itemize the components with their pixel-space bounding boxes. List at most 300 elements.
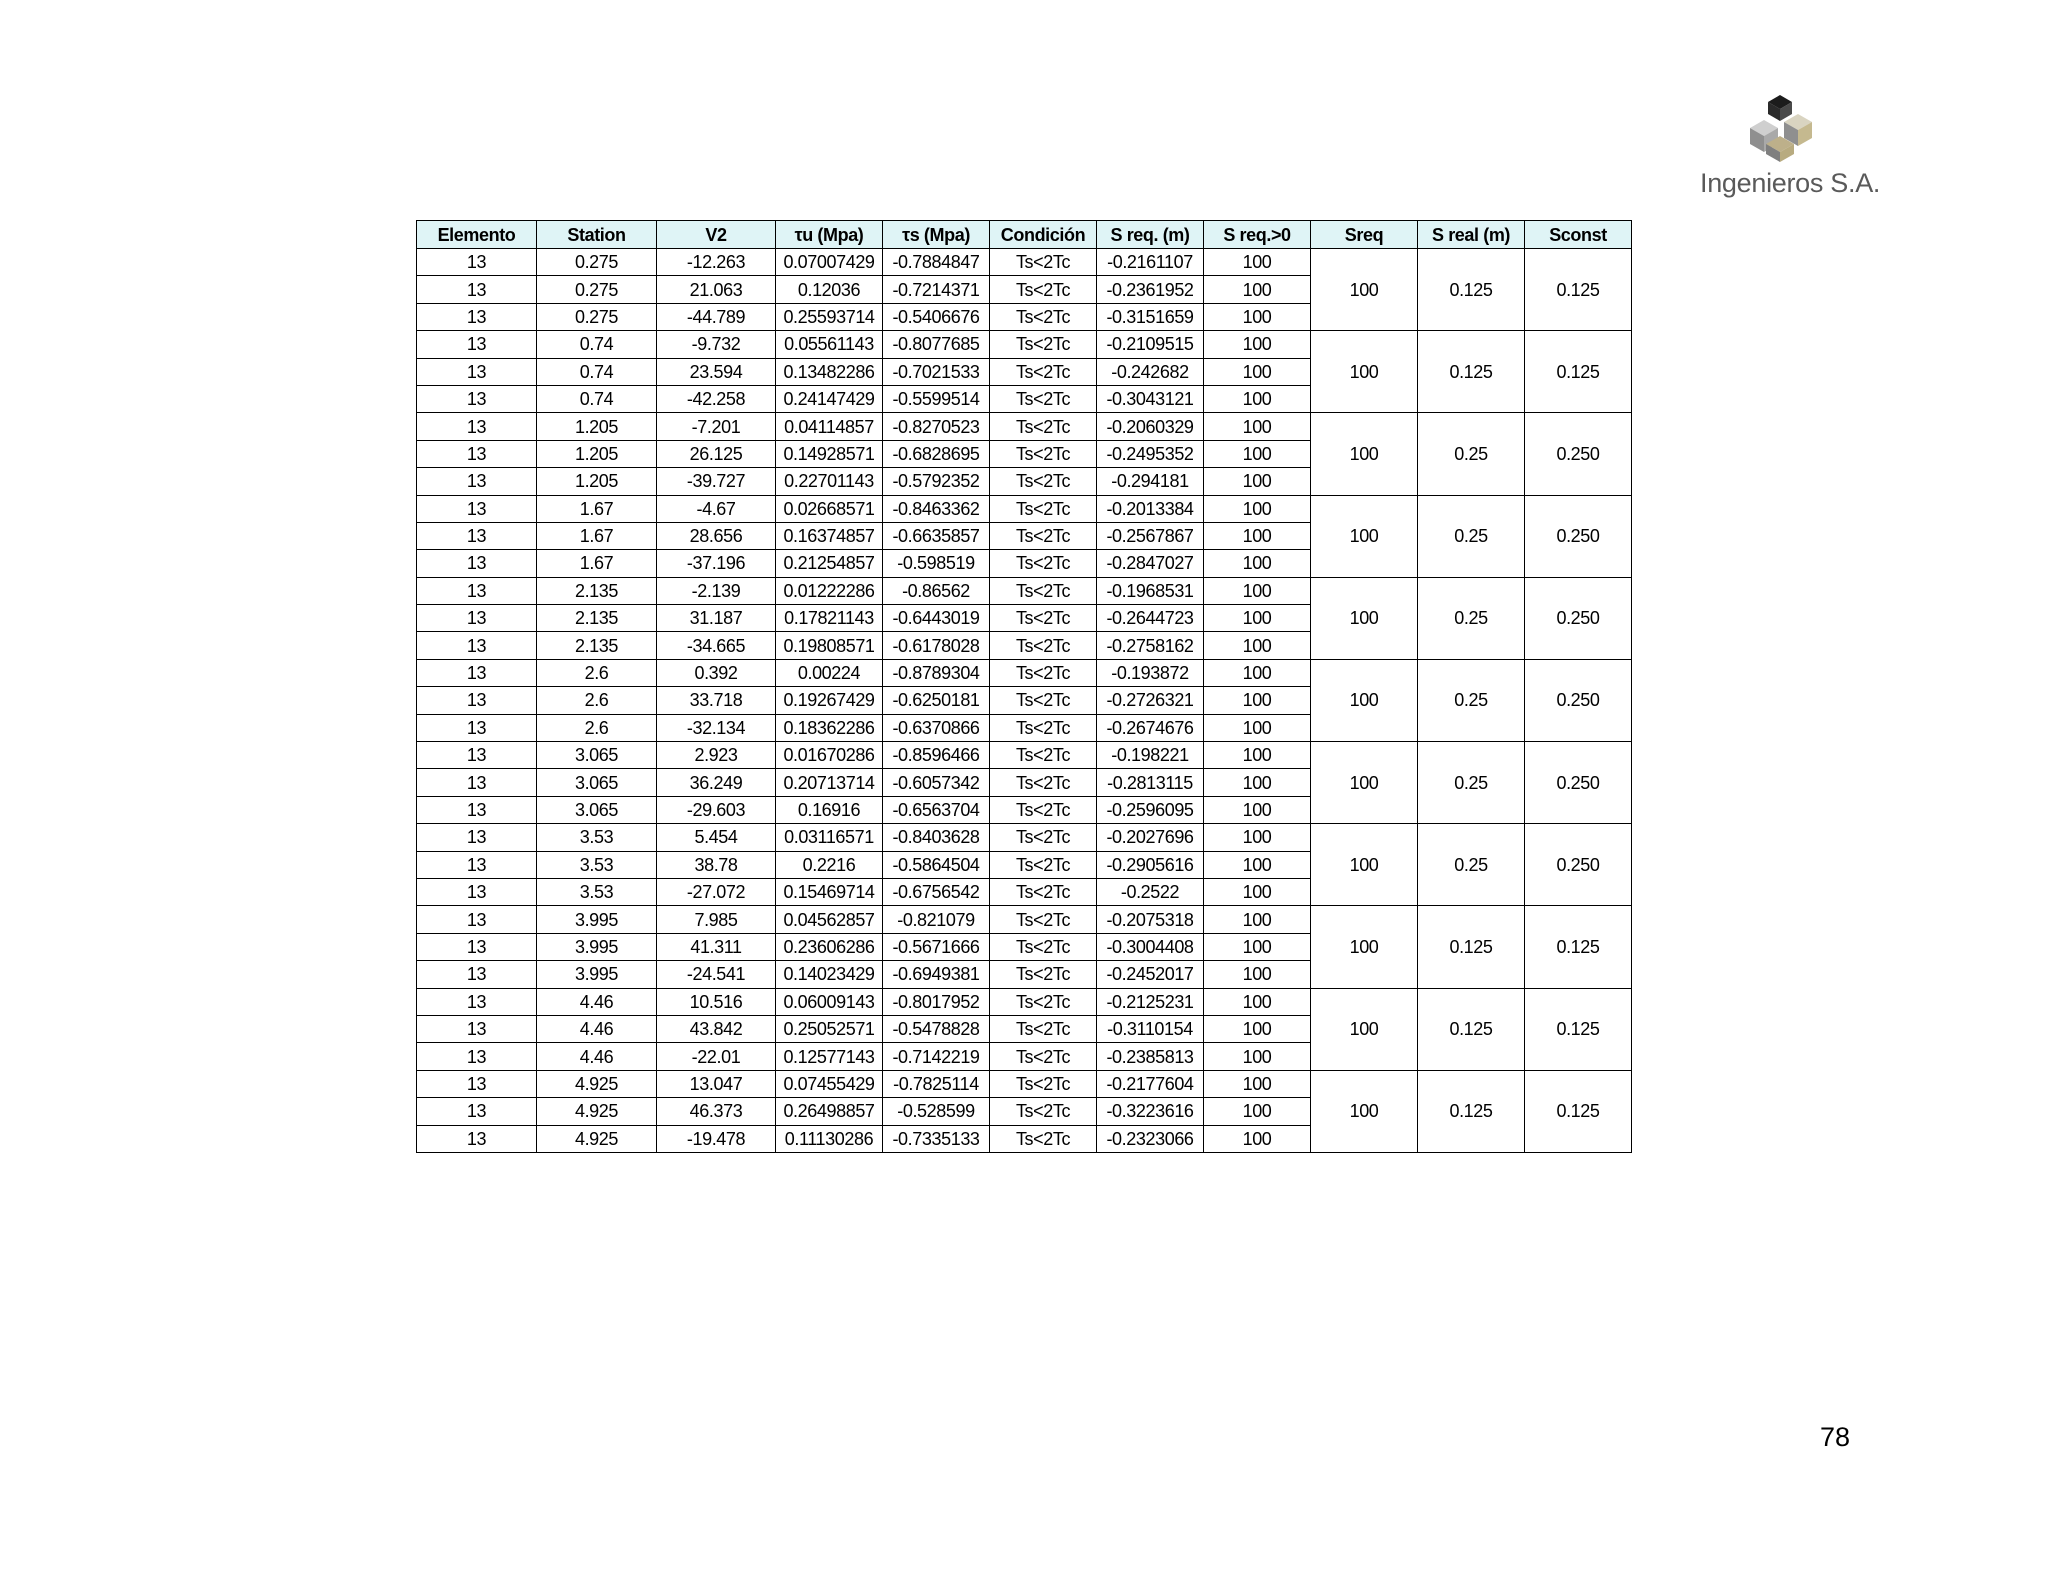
table-cell: -0.2813115 [1097,769,1204,796]
table-cell: 1.205 [537,468,657,495]
table-cell: -0.3151659 [1097,303,1204,330]
table-cell: -0.2361952 [1097,276,1204,303]
table-cell: -27.072 [657,878,776,905]
table-cell: -0.86562 [883,577,990,604]
table-cell: 100 [1204,906,1311,933]
table-cell: 13 [417,961,537,988]
table-cell: 0.74 [537,385,657,412]
table-cell: -0.6563704 [883,796,990,823]
table-cell: Ts<2Tc [990,632,1097,659]
table-cell: 0.04114857 [776,413,883,440]
table-cell: 2.135 [537,577,657,604]
table-cell: -0.6250181 [883,687,990,714]
table-cell: -0.6443019 [883,605,990,632]
table-cell: Ts<2Tc [990,440,1097,467]
table-cell: 0.04562857 [776,906,883,933]
table-cell: 13 [417,742,537,769]
table-cell: -0.2495352 [1097,440,1204,467]
table-cell: -0.1968531 [1097,577,1204,604]
table-cell: 100 [1204,522,1311,549]
table-cell: -0.198221 [1097,742,1204,769]
sreq-cell: 100 [1311,413,1418,495]
table-cell: 38.78 [657,851,776,878]
table-cell: -0.5792352 [883,468,990,495]
s-real-cell: 0.125 [1418,906,1525,988]
sreq-cell: 100 [1311,906,1418,988]
table-cell: -0.528599 [883,1098,990,1125]
table-cell: -0.2674676 [1097,714,1204,741]
table-cell: -24.541 [657,961,776,988]
table-cell: Ts<2Tc [990,413,1097,440]
table-cell: -0.8789304 [883,659,990,686]
table-cell: 2.923 [657,742,776,769]
table-cell: -0.5599514 [883,385,990,412]
table-cell: 100 [1204,687,1311,714]
table-cell: 100 [1204,249,1311,276]
table-cell: 0.17821143 [776,605,883,632]
table-cell: Ts<2Tc [990,906,1097,933]
table-cell: 0.12577143 [776,1043,883,1070]
header-sreq: Sreq [1311,221,1418,249]
table-cell: -0.2726321 [1097,687,1204,714]
table-cell: -0.2027696 [1097,824,1204,851]
table-cell: 0.07455429 [776,1070,883,1097]
table-cell: 0.22701143 [776,468,883,495]
table-cell: 46.373 [657,1098,776,1125]
table-cell: 13 [417,687,537,714]
table-cell: Ts<2Tc [990,495,1097,522]
table-cell: -0.2161107 [1097,249,1204,276]
s-real-cell: 0.25 [1418,742,1525,824]
table-cell: Ts<2Tc [990,742,1097,769]
table-cell: Ts<2Tc [990,605,1097,632]
table-cell: 13 [417,632,537,659]
table-cell: 31.187 [657,605,776,632]
table-cell: 13 [417,796,537,823]
sconst-cell: 0.125 [1525,906,1632,988]
table-cell: -22.01 [657,1043,776,1070]
table-cell: 0.25052571 [776,1015,883,1042]
table-cell: 100 [1204,796,1311,823]
s-real-cell: 0.125 [1418,988,1525,1070]
header-condicion: Condición [990,221,1097,249]
table-cell: 100 [1204,824,1311,851]
sreq-cell: 100 [1311,577,1418,659]
sconst-cell: 0.125 [1525,249,1632,331]
header-station: Station [537,221,657,249]
table-cell: Ts<2Tc [990,796,1097,823]
table-cell: 13 [417,659,537,686]
table-row [417,659,1632,686]
sreq-cell: 100 [1311,249,1418,331]
table-cell: 0.16916 [776,796,883,823]
table-cell: -0.242682 [1097,358,1204,385]
table-cell: -0.8270523 [883,413,990,440]
table-cell: Ts<2Tc [990,1098,1097,1125]
table-cell: Ts<2Tc [990,550,1097,577]
table-cell: 26.125 [657,440,776,467]
table-row [417,906,1632,933]
table-cell: Ts<2Tc [990,276,1097,303]
table-cell: 0.11130286 [776,1125,883,1152]
shear-design-table [416,220,1632,1153]
table-cell: 13 [417,1070,537,1097]
table-cell: 13 [417,358,537,385]
table-cell: 0.15469714 [776,878,883,905]
table-cell: 2.135 [537,632,657,659]
table-cell: -0.2323066 [1097,1125,1204,1152]
header-s-req-positive: S req.>0 [1204,221,1311,249]
sconst-cell: 0.250 [1525,495,1632,577]
table-cell: 13 [417,303,537,330]
table-cell: 0.25593714 [776,303,883,330]
table-cell: 0.01222286 [776,577,883,604]
table-cell: 13 [417,413,537,440]
table-cell: 1.67 [537,522,657,549]
table-row [417,577,1632,604]
table-cell: -4.67 [657,495,776,522]
table-cell: 3.53 [537,878,657,905]
table-cell: -0.7021533 [883,358,990,385]
table-cell: Ts<2Tc [990,687,1097,714]
table-cell: 100 [1204,577,1311,604]
table-cell: -34.665 [657,632,776,659]
table-cell: -0.294181 [1097,468,1204,495]
table-cell: 3.065 [537,742,657,769]
table-cell: 7.985 [657,906,776,933]
table-row [417,413,1632,440]
table-cell: Ts<2Tc [990,933,1097,960]
table-cell: 100 [1204,468,1311,495]
table-cell: -0.2177604 [1097,1070,1204,1097]
table-cell: -0.7884847 [883,249,990,276]
table-row [417,495,1632,522]
table-cell: -0.5671666 [883,933,990,960]
table-cell: Ts<2Tc [990,577,1097,604]
table-cell: 1.205 [537,413,657,440]
table-cell: 13 [417,1043,537,1070]
s-real-cell: 0.25 [1418,824,1525,906]
header-tau-s: τs (Mpa) [883,221,990,249]
header-tau-u: τu (Mpa) [776,221,883,249]
s-real-cell: 0.125 [1418,331,1525,413]
table-cell: 13 [417,276,537,303]
table-cell: 43.842 [657,1015,776,1042]
table-cell: 3.53 [537,851,657,878]
table-row [417,249,1632,276]
table-cell: -0.5478828 [883,1015,990,1042]
table-cell: -0.8596466 [883,742,990,769]
sreq-cell: 100 [1311,1070,1418,1152]
table-cell: 13 [417,577,537,604]
header-s-real: S real (m) [1418,221,1525,249]
table-cell: 4.46 [537,988,657,1015]
table-cell: 13 [417,1015,537,1042]
table-cell: 2.135 [537,605,657,632]
table-cell: Ts<2Tc [990,824,1097,851]
table-cell: -0.5864504 [883,851,990,878]
table-cell: 13 [417,906,537,933]
table-cell: -0.8077685 [883,331,990,358]
table-cell: 0.13482286 [776,358,883,385]
table-cell: -0.7214371 [883,276,990,303]
table-cell: -0.8017952 [883,988,990,1015]
table-cell: 100 [1204,440,1311,467]
table-cell: -0.5406676 [883,303,990,330]
table-cell: -0.193872 [1097,659,1204,686]
table-cell: 100 [1204,303,1311,330]
table-cell: -0.8403628 [883,824,990,851]
table-cell: 100 [1204,276,1311,303]
table-cell: -0.6178028 [883,632,990,659]
table-cell: 100 [1204,385,1311,412]
table-cell: 13 [417,331,537,358]
table-cell: -12.263 [657,249,776,276]
company-logo [1700,90,1881,205]
table-cell: 0.26498857 [776,1098,883,1125]
table-cell: 4.925 [537,1098,657,1125]
table-cell: 13 [417,988,537,1015]
table-cell: Ts<2Tc [990,468,1097,495]
table-cell: 0.74 [537,358,657,385]
table-cell: -0.2109515 [1097,331,1204,358]
table-row [417,824,1632,851]
table-row [417,742,1632,769]
table-cell: 3.995 [537,961,657,988]
table-cell: 100 [1204,988,1311,1015]
table-cell: 0.21254857 [776,550,883,577]
table-cell: 13 [417,851,537,878]
table-cell: -0.2758162 [1097,632,1204,659]
table-cell: -32.134 [657,714,776,741]
table-cell: -42.258 [657,385,776,412]
table-cell: 100 [1204,632,1311,659]
table-cell: 21.063 [657,276,776,303]
table-cell: 13 [417,714,537,741]
table-cell: -0.2567867 [1097,522,1204,549]
s-real-cell: 0.125 [1418,1070,1525,1152]
table-cell: 0.00224 [776,659,883,686]
sreq-cell: 100 [1311,824,1418,906]
s-real-cell: 0.25 [1418,413,1525,495]
table-cell: 13 [417,878,537,905]
table-cell: -0.6828695 [883,440,990,467]
table-cell: 2.6 [537,659,657,686]
table-cell: 36.249 [657,769,776,796]
table-cell: 13 [417,385,537,412]
sconst-cell: 0.250 [1525,742,1632,824]
table-cell: 100 [1204,1070,1311,1097]
table-body [417,249,1632,1153]
table-cell: -0.3004408 [1097,933,1204,960]
table-cell: Ts<2Tc [990,659,1097,686]
table-cell: 13 [417,550,537,577]
sconst-cell: 0.250 [1525,824,1632,906]
table-cell: -0.2522 [1097,878,1204,905]
sreq-cell: 100 [1311,495,1418,577]
table-cell: 100 [1204,769,1311,796]
table-cell: 2.6 [537,714,657,741]
table-cell: 13 [417,824,537,851]
table-cell: 41.311 [657,933,776,960]
table-cell: -0.6949381 [883,961,990,988]
table-cell: 0.392 [657,659,776,686]
table-cell: 100 [1204,331,1311,358]
table-cell: -0.7335133 [883,1125,990,1152]
table-cell: Ts<2Tc [990,878,1097,905]
table-cell: -0.821079 [883,906,990,933]
sconst-cell: 0.125 [1525,331,1632,413]
table-cell: -0.2644723 [1097,605,1204,632]
table-cell: 3.065 [537,796,657,823]
cubes-logo-icon [1740,90,1820,170]
s-real-cell: 0.125 [1418,249,1525,331]
table-cell: Ts<2Tc [990,1015,1097,1042]
table-cell: 4.925 [537,1125,657,1152]
table-cell: -0.6057342 [883,769,990,796]
table-cell: 100 [1204,1015,1311,1042]
table-cell: 0.03116571 [776,824,883,851]
table-cell: -0.2847027 [1097,550,1204,577]
table-cell: -37.196 [657,550,776,577]
table-cell: -0.2060329 [1097,413,1204,440]
table-cell: 0.275 [537,303,657,330]
table-cell: Ts<2Tc [990,769,1097,796]
table-cell: Ts<2Tc [990,988,1097,1015]
s-real-cell: 0.25 [1418,659,1525,741]
table-cell: 0.74 [537,331,657,358]
table-cell: 100 [1204,961,1311,988]
table-cell: -0.3223616 [1097,1098,1204,1125]
table-cell: 100 [1204,659,1311,686]
table-cell: 100 [1204,714,1311,741]
table-cell: -7.201 [657,413,776,440]
table-cell: Ts<2Tc [990,1043,1097,1070]
table-cell: 0.19808571 [776,632,883,659]
table-cell: -0.2905616 [1097,851,1204,878]
table-cell: Ts<2Tc [990,1125,1097,1152]
table-cell: 3.995 [537,933,657,960]
sconst-cell: 0.125 [1525,988,1632,1070]
table-cell: 0.20713714 [776,769,883,796]
table-cell: 4.46 [537,1015,657,1042]
table-cell: 3.995 [537,906,657,933]
table-cell: -0.6635857 [883,522,990,549]
table-cell: -44.789 [657,303,776,330]
table-cell: 0.275 [537,249,657,276]
table-cell: -0.2596095 [1097,796,1204,823]
table-cell: Ts<2Tc [990,358,1097,385]
table-cell: -19.478 [657,1125,776,1152]
header-s-req-m: S req. (m) [1097,221,1204,249]
table-cell: 100 [1204,933,1311,960]
table-cell: 33.718 [657,687,776,714]
table-cell: 13 [417,769,537,796]
table-cell: -0.8463362 [883,495,990,522]
sconst-cell: 0.250 [1525,413,1632,495]
table-cell: Ts<2Tc [990,851,1097,878]
sreq-cell: 100 [1311,988,1418,1070]
table-cell: -2.139 [657,577,776,604]
s-real-cell: 0.25 [1418,495,1525,577]
table-cell: 0.23606286 [776,933,883,960]
table-cell: 4.46 [537,1043,657,1070]
table-cell: -0.2013384 [1097,495,1204,522]
table-cell: 23.594 [657,358,776,385]
table-cell: 0.19267429 [776,687,883,714]
table-cell: -0.7825114 [883,1070,990,1097]
table-cell: -0.3110154 [1097,1015,1204,1042]
table-cell: -0.2075318 [1097,906,1204,933]
table-cell: 28.656 [657,522,776,549]
sreq-cell: 100 [1311,742,1418,824]
table-cell: 1.67 [537,495,657,522]
table-cell: 0.24147429 [776,385,883,412]
table-cell: -0.6370866 [883,714,990,741]
sconst-cell: 0.125 [1525,1070,1632,1152]
table-cell: 13 [417,249,537,276]
table-cell: 100 [1204,1125,1311,1152]
table-cell: 5.454 [657,824,776,851]
table-cell: -0.598519 [883,550,990,577]
table-cell: 100 [1204,878,1311,905]
page-number: 78 [1820,1422,1851,1452]
sconst-cell: 0.250 [1525,577,1632,659]
table-cell: 13 [417,440,537,467]
table-cell: Ts<2Tc [990,1070,1097,1097]
sconst-cell: 0.250 [1525,659,1632,741]
table-cell: 100 [1204,550,1311,577]
table-row [417,988,1632,1015]
table-cell: 100 [1204,495,1311,522]
s-real-cell: 0.25 [1418,577,1525,659]
table-cell: 1.67 [537,550,657,577]
table-cell: -0.2125231 [1097,988,1204,1015]
table-header-row [417,221,1632,249]
table-cell: Ts<2Tc [990,303,1097,330]
table-cell: 13 [417,522,537,549]
header-sconst: Sconst [1525,221,1632,249]
table-cell: 4.925 [537,1070,657,1097]
table-cell: Ts<2Tc [990,714,1097,741]
table-cell: 0.05561143 [776,331,883,358]
table-cell: 13 [417,1098,537,1125]
table-cell: 0.16374857 [776,522,883,549]
table-cell: 13 [417,468,537,495]
table-cell: -0.2452017 [1097,961,1204,988]
table-cell: 0.18362286 [776,714,883,741]
table-cell: 0.2216 [776,851,883,878]
table-cell: 0.06009143 [776,988,883,1015]
table-cell: 0.12036 [776,276,883,303]
table-cell: 13 [417,1125,537,1152]
table-cell: -9.732 [657,331,776,358]
table-cell: -0.2385813 [1097,1043,1204,1070]
table-cell: -0.7142219 [883,1043,990,1070]
table-cell: -29.603 [657,796,776,823]
table-cell: 100 [1204,605,1311,632]
table-cell: 0.14928571 [776,440,883,467]
table-cell: 100 [1204,742,1311,769]
table-row [417,331,1632,358]
table-cell: 13 [417,495,537,522]
company-name: Ingenieros S.A. [1700,168,1881,198]
table-cell: Ts<2Tc [990,961,1097,988]
table-cell: 0.01670286 [776,742,883,769]
table-cell: 13 [417,605,537,632]
table-cell: 1.205 [537,440,657,467]
table-cell: Ts<2Tc [990,522,1097,549]
